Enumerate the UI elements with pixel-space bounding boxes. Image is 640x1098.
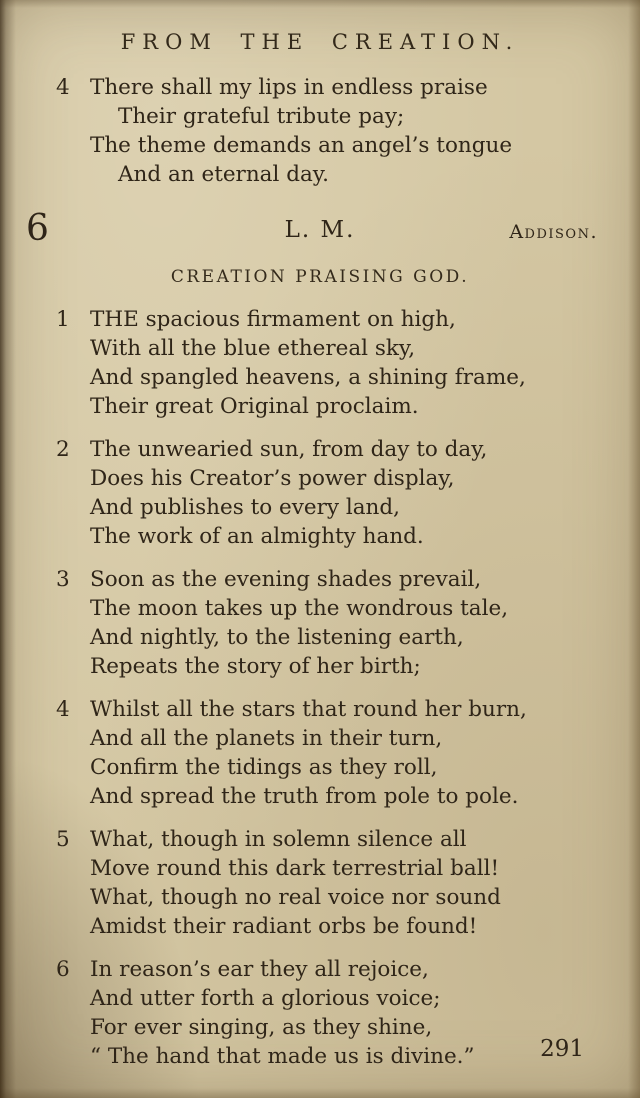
verse-line-text: In reason’s ear they all rejoice, bbox=[90, 957, 429, 982]
hymn-meter: L. M. bbox=[284, 217, 356, 243]
verse-line bbox=[56, 73, 640, 102]
hymn-verse-4 bbox=[0, 695, 640, 811]
verse-line: Their great Original proclaim. bbox=[90, 394, 419, 419]
verse-number: 5 bbox=[56, 827, 70, 852]
verse-line: The moon takes up the wondrous tale, bbox=[90, 596, 509, 621]
verse-line: And all the planets in their turn, bbox=[90, 726, 443, 751]
verse-line-text: What, though in solemn silence all bbox=[90, 827, 467, 852]
verse-line: And publishes to every land, bbox=[90, 495, 400, 520]
verse-line bbox=[56, 955, 640, 984]
verse-number: 6 bbox=[56, 957, 70, 982]
verse-line: For ever singing, as they shine, bbox=[90, 1015, 433, 1040]
verse-line: And spangled heavens, a shining frame, bbox=[90, 365, 526, 390]
verse-number: 3 bbox=[56, 567, 70, 592]
verse-line: Repeats the story of her birth; bbox=[90, 654, 421, 679]
hymn-header bbox=[0, 207, 640, 259]
verse-line: And utter forth a glorious voice; bbox=[90, 986, 441, 1011]
hymn-verse-1 bbox=[0, 305, 640, 421]
verse-line: Move round this dark terrestrial ball! bbox=[90, 856, 500, 881]
verse-line-text: Whilst all the stars that round her burn, bbox=[90, 697, 527, 722]
hymn-verse-2 bbox=[0, 435, 640, 551]
page-number: 291 bbox=[540, 1036, 584, 1062]
verse-line bbox=[56, 825, 640, 854]
verse-line: Amidst their radiant orbs be found! bbox=[90, 914, 478, 939]
hymn-verses bbox=[0, 305, 640, 1071]
running-header: FROM THE CREATION. bbox=[120, 30, 520, 54]
verse-line: What, though no real voice nor sound bbox=[90, 885, 501, 910]
verse-line: The theme demands an angel’s tongue bbox=[90, 133, 513, 158]
verse-number: 2 bbox=[56, 437, 70, 462]
verse-line bbox=[56, 695, 640, 724]
hymn-number: 6 bbox=[26, 208, 49, 249]
hymn-verse-5 bbox=[0, 825, 640, 941]
verse-line bbox=[56, 305, 640, 334]
verse-line-text: There shall my lips in endless praise bbox=[90, 75, 488, 100]
verse-line: And spread the truth from pole to pole. bbox=[90, 784, 519, 809]
hymn-author: Addison. bbox=[509, 221, 598, 243]
verse-number: 1 bbox=[56, 307, 70, 332]
verse-number: 4 bbox=[56, 697, 70, 722]
verse-line bbox=[56, 565, 640, 594]
hymn-title: CREATION PRAISING GOD. bbox=[170, 267, 470, 287]
verse-line: Confirm the tidings as they roll, bbox=[90, 755, 438, 780]
verse-line: “ The hand that made us is divine.” bbox=[90, 1044, 475, 1069]
verse-line bbox=[56, 435, 640, 464]
verse-line: The work of an almighty hand. bbox=[90, 524, 424, 549]
hymn-verse-3 bbox=[0, 565, 640, 681]
verse-line: And nightly, to the listening earth, bbox=[90, 625, 464, 650]
verse-line-text: The unwearied sun, from day to day, bbox=[90, 437, 488, 462]
verse-line: Their grateful tribute pay; bbox=[118, 104, 405, 129]
verse-line: And an eternal day. bbox=[118, 162, 329, 187]
verse-line: With all the blue ethereal sky, bbox=[90, 336, 416, 361]
verse-number: 4 bbox=[56, 75, 70, 100]
verse-line-text: Soon as the evening shades prevail, bbox=[90, 567, 482, 592]
continuation-verse bbox=[0, 73, 640, 189]
verse-line: Does his Creator’s power display, bbox=[90, 466, 455, 491]
verse-line-text: THE spacious firmament on high, bbox=[90, 307, 456, 332]
